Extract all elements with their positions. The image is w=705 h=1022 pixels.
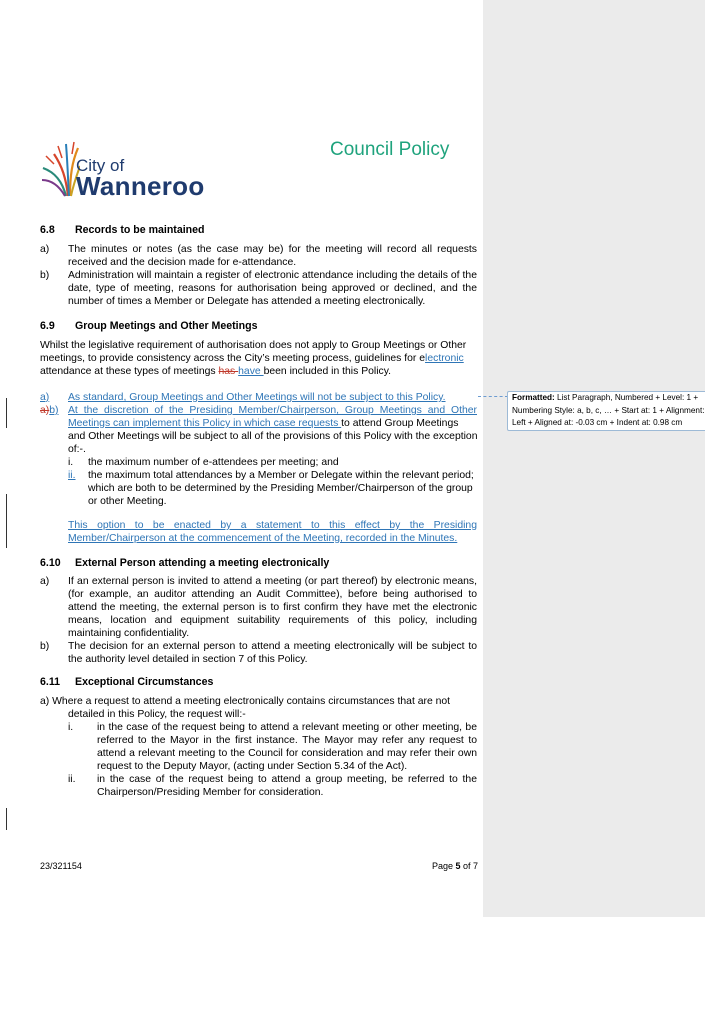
page-current: 5 <box>455 861 461 871</box>
paragraph-line <box>40 352 464 365</box>
list-label: a) <box>40 576 50 587</box>
list-label: i. <box>68 722 74 733</box>
deleted-text: has <box>218 366 239 377</box>
page-prefix: Page <box>432 861 456 871</box>
formatting-comment[interactable] <box>507 391 705 431</box>
text-run: meetings, to provide consistency across the City’s meeting process, guidelines for e <box>40 353 426 364</box>
list-label <box>40 404 59 417</box>
inserted-text: lectronic <box>425 353 464 364</box>
paragraph-line <box>40 365 391 378</box>
comment-pane <box>483 0 705 917</box>
paragraph-line: Whilst the legislative requirement of authorisation does not apply to Group Meetings or Other <box>40 340 467 351</box>
list-label: b) <box>40 641 50 652</box>
doc-reference: 23/321154 <box>40 861 82 871</box>
inserted-text: b) <box>49 405 59 416</box>
paragraph: If an external person is invited to attend a meeting (or part thereof) by electronic means, (for example, an auditor attending an Audit Committee), before being authorised to attend the meeting, the external person is to first confirm they have met the electronic means, location and equipment suitability requirements of this policy, including maintaining confidentiality. <box>68 576 477 639</box>
comment-text: List Paragraph, Numbered + Level: 1 + <box>554 393 699 402</box>
inserted-text: As standard, Group Meetings and Other Meetings will not be subject to this Policy. <box>68 392 446 403</box>
change-bar <box>6 808 7 830</box>
paragraph-line: the maximum number of e-attendees per meeting; and <box>88 457 339 468</box>
page-number <box>432 861 478 871</box>
section-heading: Group Meetings and Other Meetings <box>75 320 258 332</box>
section-number: 6.9 <box>40 320 55 332</box>
text-run: attendance at these types of meetings <box>40 366 219 377</box>
comment-line: Left + Aligned at: -0.03 cm + Indent at: 0.98 cm <box>512 418 683 427</box>
paragraph: in the case of the request being to attend a group meeting, be referred to the Chairperson/Presiding Member for consideration. <box>97 774 477 798</box>
list-label: ii. <box>68 470 76 481</box>
list-label: i. <box>68 457 74 468</box>
paragraph-line: the maximum total attendances by a Member or Delegate within the relevant period; <box>88 470 474 481</box>
comment-label: Formatted: <box>512 393 555 402</box>
list-label: b) <box>40 270 50 281</box>
logo-wanneroo: Wanneroo <box>76 171 205 201</box>
city-logo <box>40 138 215 204</box>
change-bar <box>6 494 7 548</box>
paragraph-line: detailed in this Policy, the request will:- <box>68 709 246 720</box>
comment-line: Numbering Style: a, b, c, … + Start at: 1 + Alignment: <box>512 405 705 415</box>
inserted-text: This option to be enacted by a statement to this effect by the Presiding <box>68 520 477 531</box>
comment-connector <box>478 396 508 397</box>
section-heading: External Person attending a meeting electronically <box>75 557 330 569</box>
text-run: been included in this Policy. <box>263 366 392 377</box>
section-number: 6.11 <box>40 676 61 688</box>
comment-line <box>508 392 705 405</box>
list-label: a) <box>40 244 50 255</box>
list-label: a) <box>40 392 50 403</box>
inserted-text: At the discretion of the Presiding Member/Chairperson, Group Meetings and Other <box>68 405 477 416</box>
paragraph-line <box>68 417 458 430</box>
page-total: of 7 <box>460 861 479 871</box>
paragraph: The minutes or notes (as the case may be) for the meeting will record all requests received and the decision made for e-attendance. <box>68 244 477 268</box>
paragraph-line: a) Where a request to attend a meeting electronically contains circumstances that are not <box>40 696 451 707</box>
paragraph: Administration will maintain a register of electronic attendance including the details of the date, type of meeting, reasons for authorisation being approved or declined, and the number of times a Member or Delegate has attended a meeting electronically. <box>68 270 477 307</box>
text-run: to attend Group Meetings <box>341 418 459 429</box>
section-number: 6.8 <box>40 224 55 236</box>
logo-city-of: City of <box>76 156 125 175</box>
page-title: Council Policy <box>330 139 450 160</box>
change-bar <box>6 398 7 428</box>
deleted-text: a) <box>40 405 50 416</box>
logo-leaves-icon <box>40 138 80 204</box>
section-heading: Exceptional Circumstances <box>75 676 214 688</box>
section-number: 6.10 <box>40 557 61 569</box>
inserted-text: Member/Chairperson at the commencement of the Meeting, recorded in the Minutes. <box>68 533 458 544</box>
paragraph: The decision for an external person to attend a meeting electronically will be subject to the authority level detailed in section 7 of this Policy. <box>68 641 477 665</box>
list-label: ii. <box>68 774 76 785</box>
paragraph-line: of:-. <box>68 444 86 455</box>
paragraph: in the case of the request being to attend a relevant meeting or other meeting, be referred to the Mayor in the first instance. The Mayor may refer any request to attend a relevant meeting to the Council for consideration and may refer their own request to the Deputy Mayor, (acting under Section 5.34 of the Act). <box>97 722 477 772</box>
paragraph-line: and Other Meetings will be subject to all of the provisions of this Policy with the exception <box>68 431 478 442</box>
inserted-text: have <box>238 366 264 377</box>
inserted-text: Meetings can implement this Policy in which case requests <box>68 418 342 429</box>
paragraph-line: which are both to be determined by the Presiding Member/Chairperson of the group <box>88 483 473 494</box>
paragraph-line: or other Meeting. <box>88 496 167 507</box>
section-heading: Records to be maintained <box>75 224 205 236</box>
